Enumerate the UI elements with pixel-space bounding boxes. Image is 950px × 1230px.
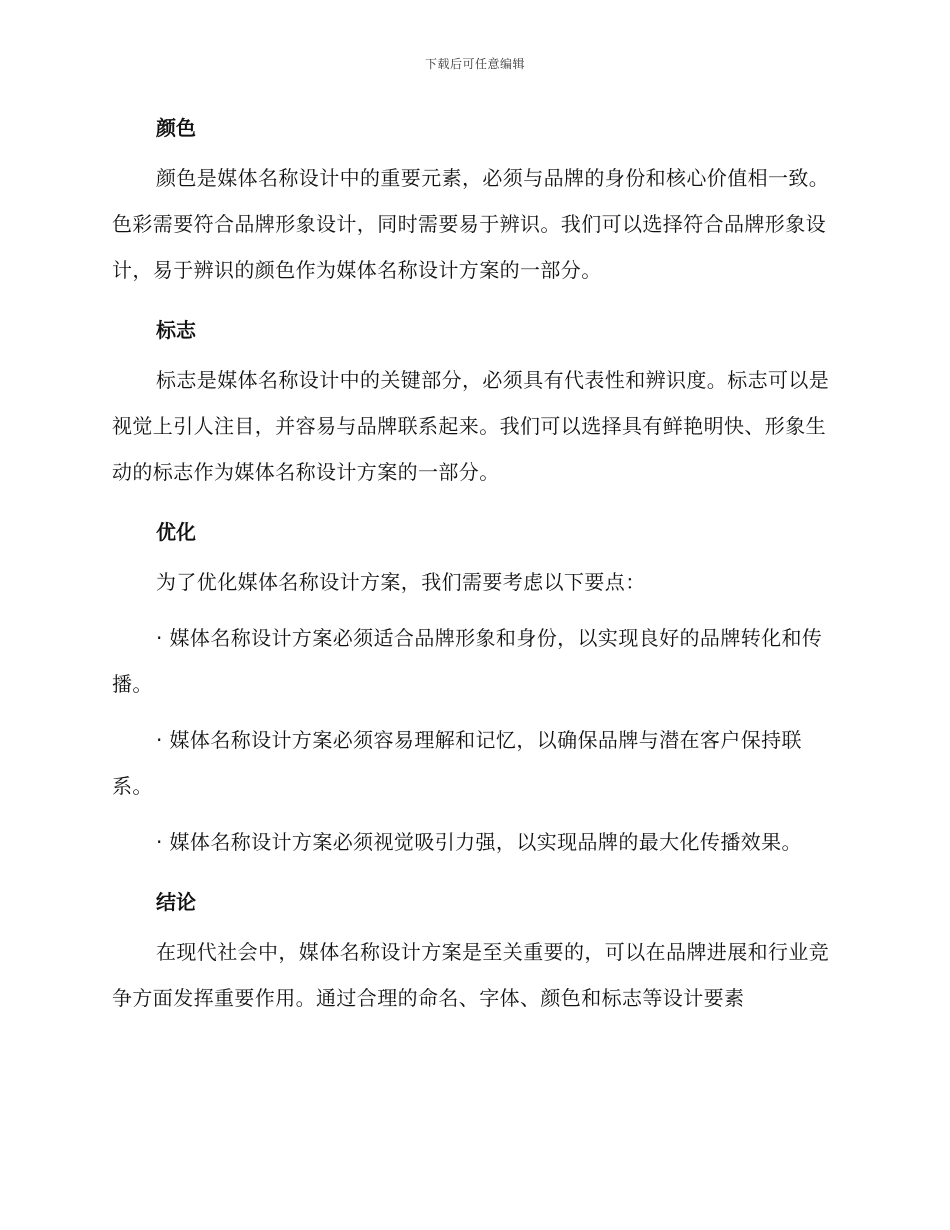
section-paragraph-logo: 标志是媒体名称设计中的关键部分，必须具有代表性和辨识度。标志可以是视觉上引人注目，并容易与品牌联系起来。我们可以选择具有鲜艳明快、形象生动的标志作为媒体名称设计方案的一部分。	[112, 368, 830, 484]
section-heading-logo: 标志	[156, 318, 196, 342]
bullet-item: · 媒体名称设计方案必须适合品牌形象和身份，以实现良好的品牌转化和传播。	[112, 626, 823, 696]
bullet-item: · 媒体名称设计方案必须视觉吸引力强，以实现品牌的最大化传播效果。	[156, 830, 802, 854]
bullet-item: · 媒体名称设计方案必须容易理解和记忆，以确保品牌与潜在客户保持联系。	[112, 728, 802, 798]
section-heading-conclusion: 结论	[156, 890, 196, 914]
section-heading-color: 颜色	[156, 116, 196, 140]
section-paragraph-color: 颜色是媒体名称设计中的重要元素，必须与品牌的身份和核心价值相一致。色彩需要符合品牌形象设计，同时需要易于辨识。我们可以选择符合品牌形象设计，易于辨识的颜色作为媒体名称设计方案的一部分。	[112, 166, 830, 282]
page-header: 下载后可任意编辑	[424, 57, 525, 71]
section-paragraph-conclusion: 在现代社会中，媒体名称设计方案是至关重要的，可以在品牌进展和行业竞争方面发挥重要作用。通过合理的命名、字体、颜色和标志等设计要素	[112, 940, 830, 1010]
document-body	[112, 113, 832, 1021]
section-heading-optimize: 优化	[156, 520, 196, 544]
section-intro-optimize: 为了优化媒体名称设计方案，我们需要考虑以下要点：	[156, 570, 646, 594]
